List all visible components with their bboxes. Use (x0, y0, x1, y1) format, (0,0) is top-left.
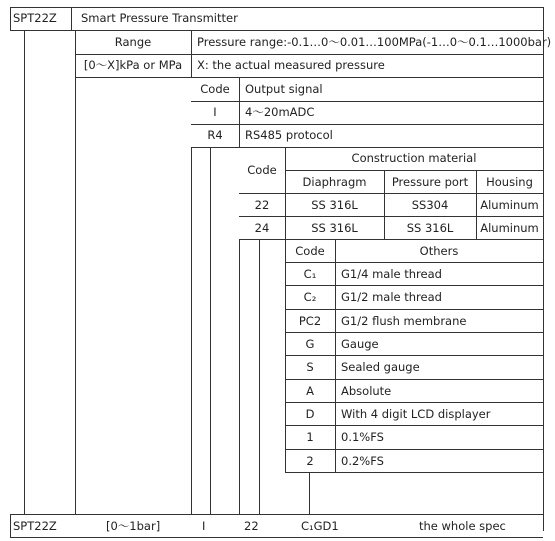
construction-housing: Aluminum (480, 198, 539, 212)
rule (285, 425, 543, 426)
rule (285, 402, 543, 403)
others-desc: G1/4 male thread (341, 267, 442, 281)
range-value: [0〜X]kPa or MPa (83, 58, 183, 72)
construction-column-header: Pressure port (391, 175, 469, 189)
output-code: I (213, 105, 217, 119)
construction-column-header: Diaphragm (302, 175, 367, 189)
construction-port: SS304 (411, 198, 449, 212)
rule (239, 77, 240, 148)
range-value-description: X: the actual measured pressure (197, 58, 385, 72)
rule (285, 379, 543, 380)
example-range: [0〜1bar] (106, 519, 161, 533)
rule (10, 30, 543, 31)
construction-column-header: Housing (486, 175, 533, 189)
others-code: 2 (306, 454, 314, 468)
rule (75, 77, 543, 78)
rule (71, 7, 72, 31)
rule (335, 239, 336, 473)
rule (285, 285, 543, 286)
rule (191, 101, 543, 102)
product-name: Smart Pressure Transmitter (81, 11, 238, 25)
connector-line (75, 77, 76, 514)
rule (285, 262, 543, 263)
rule (285, 309, 543, 310)
rule (285, 472, 543, 473)
rule (10, 7, 11, 31)
construction-port: SS 316L (406, 221, 454, 235)
others-code: C₁ (303, 267, 317, 281)
example-model: SPT22Z (13, 519, 57, 533)
rule (285, 449, 543, 450)
others-code-header: Code (295, 244, 325, 258)
rule (10, 514, 543, 515)
connector-line (239, 239, 240, 514)
others-code: G (305, 337, 315, 351)
output-code: R4 (207, 128, 223, 142)
example-construction: 22 (244, 519, 259, 533)
others-code: D (305, 407, 315, 421)
others-desc: Absolute (341, 384, 392, 398)
others-desc: Sealed gauge (341, 360, 420, 374)
construction-diaphragm: SS 316L (311, 221, 358, 235)
output-title: Output signal (245, 82, 323, 96)
connector-line (259, 239, 260, 514)
others-code: S (306, 360, 314, 374)
output-code-header: Code (200, 82, 230, 96)
others-title: Others (419, 244, 459, 258)
construction-title: Construction material (351, 151, 477, 165)
construction-code: 22 (254, 198, 270, 212)
rule (10, 514, 11, 538)
connector-line (24, 30, 25, 514)
rule (285, 332, 543, 333)
others-desc: G1/2 flush membrane (341, 314, 467, 328)
others-code: A (306, 384, 314, 398)
connector-line (191, 147, 192, 514)
rule (10, 537, 543, 538)
others-code: PC2 (298, 314, 322, 328)
model-code: SPT22Z (13, 11, 57, 25)
construction-code: 24 (254, 221, 270, 235)
others-desc: 0.1%FS (341, 430, 384, 444)
others-desc: With 4 digit LCD displayer (341, 407, 491, 421)
others-desc: Gauge (341, 337, 379, 351)
example-output: I (202, 519, 206, 533)
example-note: the whole spec (419, 519, 506, 533)
connector-line (309, 472, 310, 514)
rule (191, 147, 543, 148)
example-others: C₁GD1 (301, 519, 339, 533)
others-code: 1 (306, 430, 314, 444)
rule (191, 30, 192, 78)
others-code: C₂ (303, 290, 317, 304)
rule (285, 170, 543, 171)
rule (10, 7, 543, 8)
others-desc: G1/2 male thread (341, 290, 442, 304)
construction-code-header: Code (247, 163, 277, 177)
output-desc: RS485 protocol (245, 128, 333, 142)
others-desc: 0.2%FS (341, 454, 384, 468)
connector-line (210, 147, 211, 514)
rule (75, 54, 543, 55)
rule (191, 124, 543, 125)
range-header: Range (114, 35, 152, 49)
rule (285, 355, 543, 356)
output-desc: 4〜20mADC (245, 105, 315, 119)
construction-housing: Aluminum (480, 221, 539, 235)
rule (543, 7, 544, 531)
construction-diaphragm: SS 316L (311, 198, 358, 212)
range-description: Pressure range:-0.1…0〜0.01…100MPa(-1…0〜0.1…1000bar) (197, 35, 552, 49)
